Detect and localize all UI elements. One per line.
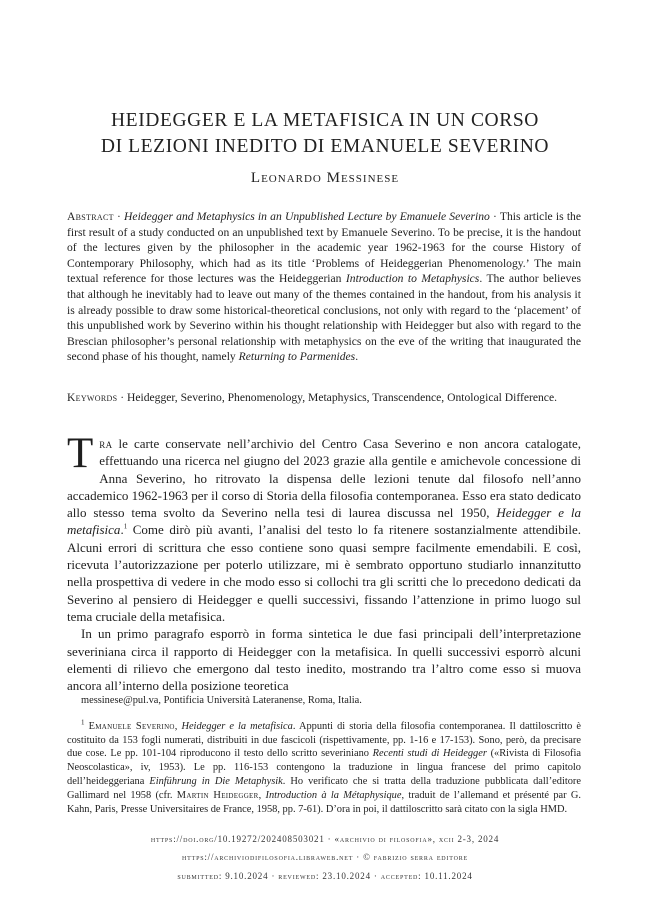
footnote-1-title: Heidegger e la metafisica [181,720,293,732]
body-text [67,430,581,694]
journal-url-line[interactable]: https://archiviodifilosofia.libraweb.net · © fabrizio serra editore [182,852,468,862]
abstract-text-c: . The author believes that although he inevitably had to leave out many of the themes contained in the handout, from his analysis it is already possible to draw some historical-theoretical conclusions, not only with regard to the ‘placement’ of this unpublished work by Severino within his thought relationship with Heidegger but also with regard to the Brescian philosopher’s personal relationship with metaphysics on the eve of the writing that inaugurated the second phase of his thought, namely [67,272,581,364]
footnote-1-text-c: . Ho verificato che si tratta della traduzione pubblicata dall’editore Gallimard nel 1958 (cfr. [67,775,581,801]
abstract-text-a: · This article is the first result of a study conducted on an unpublished text by Emanuele Severino. To be precise, it is the handout of the lectures given by the philosopher in the academic year 1962-1963 for the course History of Contemporary Philosophy, which had as its title ‘Problems of Heideggerian Phenomenology.’ The main textual reference for those lectures was the Heideggerian [67,210,581,286]
footnote-1-italic-4: Introduction à la Métaphysique [265,789,402,801]
keywords-text: · Heidegger, Severino, Phenomenology, Metaphysics, Transcendence, Ontological Difference. [117,391,557,404]
footnote-1-text-d: , traduit de l’allemand et présenté par G. Kahn, Paris, Presse Universitaires de France, 1958, pp. 7-61). D’ora in poi, il dattiloscritto sarà citato con la sigla HMD. [67,789,581,815]
article-author: Leonardo Messinese [250,170,400,186]
abstract-italic-b: Introduction to Metaphysics [345,272,480,286]
footnote-1-text-b: («Rivista di Filosofia Neoscolastica», iv, 1953). Le pp. 116-153 contengono la traduzione in lingua francese del primo capitolo dell’heideggeriana [67,748,582,787]
author-contact: messinese@pul.va, Pontificia Università Lateranense, Roma, Italia. [81,695,362,706]
footnote-1-number: 1 [81,718,85,727]
abstract-english-title: Heidegger and Metaphysics in an Unpublished Lecture by Emanuele Severino [124,210,490,223]
drop-cap: T [67,430,94,477]
title-line-1: HEIDEGGER E LA METAFISICA IN UN CORSO [111,110,539,131]
footnote-1-italic-3: Einführung in Die Metaphysik [149,775,283,787]
footnote-1-author: Emanuele Severino [88,720,175,732]
drop-cap-continuation: ra [99,436,113,451]
article-title [60,108,590,160]
abstract-label: Abstract [67,210,114,223]
footnote-1-author-2: Martin Heidegger [176,789,259,801]
paragraph-2: In un primo paragrafo esporrò in forma sintetica le due fasi principali dell’interpretazione severiniana circa il rapporto di Heidegger con la metafisica. In quelli successivi esporrò alcuni elementi di rilievo che emergono dal testo inedito, mostrando tra l’altro come esso si muova ancora all’interno della posizione teoretica [67,626,581,694]
footnote-1-text-a: . Appunti di storia della filosofia contemporanea. Il dattiloscritto è costituito da 153 fogli numerati, distribuiti in due fascicoli (rispettivamente, pp. 1-16 e 17-153). Sono, però, da precisare due cose. Le pp. 101-104 riproducono il testo dello scritto severiniano [67,720,581,760]
footnote-1: $^1$ Emanuele Severino, Heidegger e la metafisica. Appunti di storia della filosofia contemporanea. Il dattiloscritto è costituito da 153 fogli numerati, distribuiti in due fascicoli (rispettivamente, pp. 1-16 e 17-153). Sono, però, da precisare due cose. Le pp. 101-104 riproducono il testo dello scritto severiniano Recenti studi di Heidegger («Rivista di Filosofia Neoscolastica», iv, 1953). Le pp. 116-153 contengono la traduzione in lingua francese del primo capitolo dell’heideggeriana Einführung in Die Metaphysik. Ho verificato che si tratta della traduzione pubblicata dall’editore Gallimard nel 1958 (cfr. Martin Heidegger, Introduction à la Métaphysique, traduit de l’allemand et présenté par G. Kahn, Paris, Presse Universitaires de France, 1958, pp. 7-61). D’ora in poi, il dattiloscritto sarà citato con la sigla HMD. [67,718,582,815]
abstract [67,209,581,365]
paragraph-1-italic: Heidegger e la metafisica [67,505,581,538]
keywords [67,390,581,406]
footnote-ref-1[interactable]: 1 [123,523,128,532]
title-line-2: DI LEZIONI INEDITO DI EMANUELE SEVERINO [100,136,550,157]
review-dates-line: submitted: 9.10.2024 · reviewed: 23.10.2024 · accepted: 10.11.2024 [177,871,473,881]
abstract-separator: · [113,210,125,223]
abstract-italic-d: Returning to Parmenides [238,350,356,364]
paragraph-1: Tra le carte conservate nell’archivio del Centro Casa Severino e non ancora catalogate, effettuando una ricerca nel giugno del 2023 grazie alla gentile e amichevole concessione di Anna Severino, ho ritrovato la dispensa delle lezioni tenute dal filosofo nell’anno accademico 1962-1963 per il corso di Storia della filosofia contemporanea. Esso era stato dedicato allo stesso tema svolto da Severino nella tesi di laurea discussa nel 1950, Heidegger e la metafisica.$^1$ Come dirò più avanti, l’analisi del testo lo fa ritenere sostanzialmente attendibile. Alcuni errori di scrittura che esso contiene sono quasi sempre facilmente emendabili. E così, ricevuta l’autorizzazione per poterlo utilizzare, mi è sembrato opportuno studiarlo innanzitutto nella prospettiva di vedere in che modo esso si collochi tra gli scritti che lo precedono dedicati da Severino al pensiero di Heidegger e quelli successivi, fissando l’attenzione in primo luogo sul tema cruciale della metafisica. [67,430,581,624]
abstract-text-e: . [355,350,359,364]
paragraph-1-text-a: le carte conservate nell’archivio del Centro Casa Severino e non ancora catalogate, effettuando una ricerca nel giugno del 2023 grazie alla gentile e amichevole concessione di Anna Severino, ho ritrovato la dispensa delle lezioni tenute dal filosofo nell’anno accademico 1962-1963 per il corso di Storia della filosofia contemporanea. Esso era stato dedicato allo stesso tema svolto da Severino nella tesi di laurea discussa nel 1950, [67,436,581,521]
footnotes [67,694,581,816]
footnote-1-italic-2: Recenti studi di Heidegger [372,748,487,760]
keywords-label: Keywords [67,391,118,404]
paragraph-1-text-b: Come dirò più avanti, l’analisi del testo lo fa ritenere sostanzialmente attendibile. Alcuni errori di scrittura che esso contiene sono quasi sempre facilmente emendabili. E così, ricevuta l’autorizzazione per poterlo utilizzare, mi è sembrato opportuno studiarlo innanzitutto nella prospettiva di vedere in che modo esso si collochi tra gli scritti che lo precedono dedicati da Severino al pensiero di Heidegger e quelli successivi, fissando l’attenzione in primo luogo sul tema cruciale della metafisica. [67,522,581,624]
doi-line[interactable]: https://doi.org/10.19272/202408503021 · «archivio di filosofia», xcii 2-3, 2024 [150,834,500,844]
